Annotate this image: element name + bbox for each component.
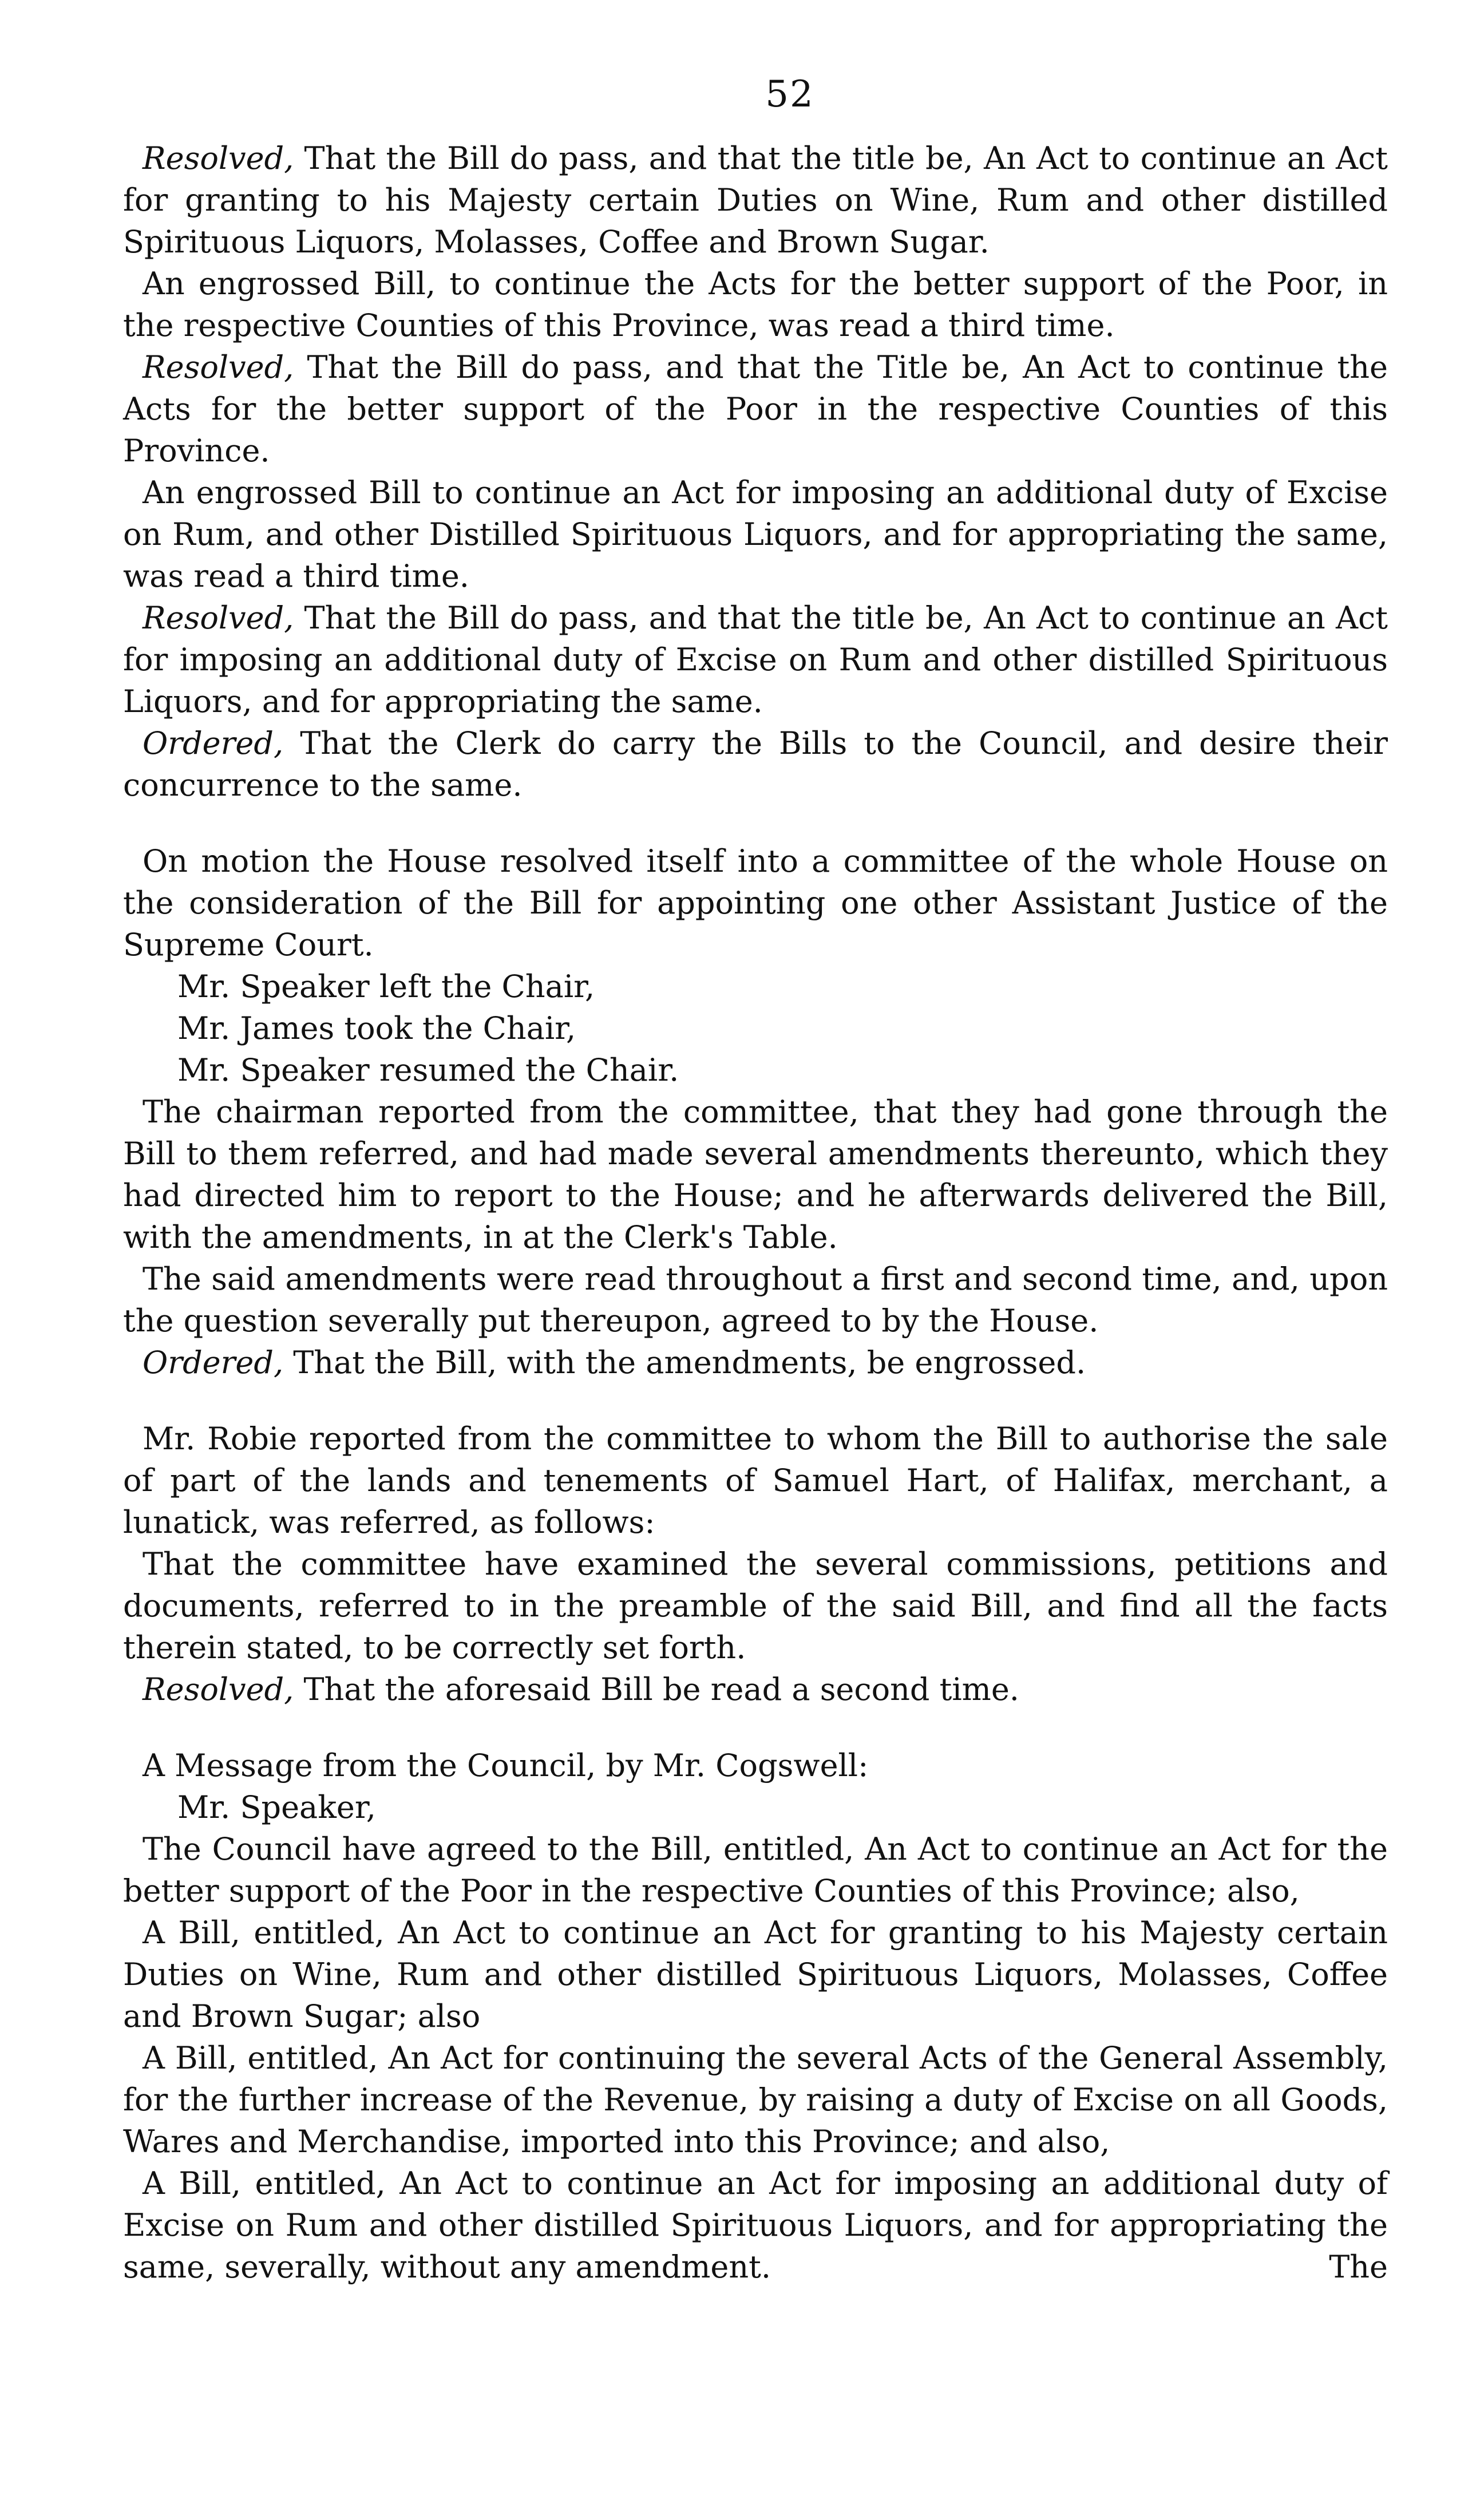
section-gap bbox=[123, 806, 1388, 840]
page-number: 52 bbox=[765, 73, 814, 116]
section-third-readings bbox=[123, 137, 1388, 806]
paragraph: Resolved, That the aforesaid Bill be read a second time. bbox=[143, 1671, 1019, 1707]
paragraph: On motion the House resolved itself into a committee of the whole House on the consideration of the Bill for appointing one other Assistant Justice of the Supreme Court. bbox=[123, 843, 1388, 963]
section-gap bbox=[123, 1383, 1388, 1418]
paragraph: A Bill, entitled, An Act to continue an Act for granting to his Majesty certain Duties on Wine, Rum and other distilled Spirituous Liquors, Molasses, Coffee and Brown Sugar; also bbox=[123, 1915, 1388, 2034]
paragraph: Resolved, That the Bill do pass, and that the title be, An Act to continue an Act for imposing an additional duty of Excise on Rum and other distilled Spirituous Liquors, and for appropriating the same. bbox=[123, 600, 1388, 719]
indented-line: Mr. Speaker, bbox=[177, 1789, 376, 1825]
paragraph: The said amendments were read throughout a first and second time, and, upon the question severally put thereupon, agreed to by the House. bbox=[123, 1261, 1388, 1339]
catchword: The bbox=[1329, 2249, 1388, 2285]
indented-line: Mr. Speaker left the Chair, bbox=[177, 968, 595, 1005]
section-robie-report bbox=[123, 1418, 1388, 1710]
paragraph: The chairman reported from the committee, that they had gone through the Bill to them referred, and had made several amendments thereunto, which they had directed him to report to the House; and he afterwards delivered the Bill, with the amendments, in at the Clerk's Table. bbox=[123, 1094, 1388, 1255]
paragraph: The Council have agreed to the Bill, entitled, An Act to continue an Act for the better support of the Poor in the respective Counties of this Province; also, bbox=[123, 1831, 1388, 1909]
paragraph: A Bill, entitled, An Act for continuing the several Acts of the General Assembly, for the further increase of the Revenue, by raising a duty of Excise on all Goods, Wares and Merchandise, imported into this Province; and also, bbox=[123, 2040, 1388, 2160]
paragraph: An engrossed Bill, to continue the Acts for the better support of the Poor, in the respective Counties of this Province, was read a third time. bbox=[123, 266, 1388, 343]
paragraph: Ordered, That the Clerk do carry the Bills to the Council, and desire their concurrence to the same. bbox=[123, 725, 1388, 803]
paragraph: Resolved, That the Bill do pass, and that the Title be, An Act to continue the Acts for the better support of the Poor in the respective Counties of this Province. bbox=[123, 349, 1388, 469]
paragraph: An engrossed Bill to continue an Act for imposing an additional duty of Excise on Rum, and other Distilled Spirituous Liquors, and for appropriating the same, was read a third time. bbox=[123, 475, 1388, 594]
paragraph: Resolved, That the Bill do pass, and that the title be, An Act to continue an Act for granting to his Majesty certain Duties on Wine, Rum and other distilled Spirituous Liquors, Molasses, Coffee and Brown Sugar. bbox=[123, 140, 1388, 260]
paragraph: A Message from the Council, by Mr. Cogswell: bbox=[143, 1747, 869, 1784]
indented-line: Mr. James took the Chair, bbox=[177, 1010, 576, 1046]
document-page bbox=[123, 69, 1388, 2288]
paragraph: Ordered, That the Bill, with the amendments, be engrossed. bbox=[143, 1345, 1086, 1381]
paragraph: A Bill, entitled, An Act to continue an Act for imposing an additional duty of Excise on Rum and other distilled Spirituous Liquors, and for appropriating the same, severally, without any amendment. bbox=[123, 2165, 1388, 2285]
section-gap bbox=[123, 1710, 1388, 1745]
indented-line: Mr. Speaker resumed the Chair. bbox=[177, 1052, 679, 1088]
section-council-message bbox=[123, 1745, 1388, 2288]
paragraph: That the committee have examined the several commissions, petitions and documents, referred to in the preamble of the said Bill, and find all the facts therein stated, to be correctly set forth. bbox=[123, 1546, 1388, 1666]
paragraph: Mr. Robie reported from the committee to whom the Bill to authorise the sale of part of the lands and tenements of Samuel Hart, of Halifax, merchant, a lunatick, was referred, as follows: bbox=[123, 1421, 1388, 1540]
section-committee-of-whole bbox=[123, 840, 1388, 1383]
